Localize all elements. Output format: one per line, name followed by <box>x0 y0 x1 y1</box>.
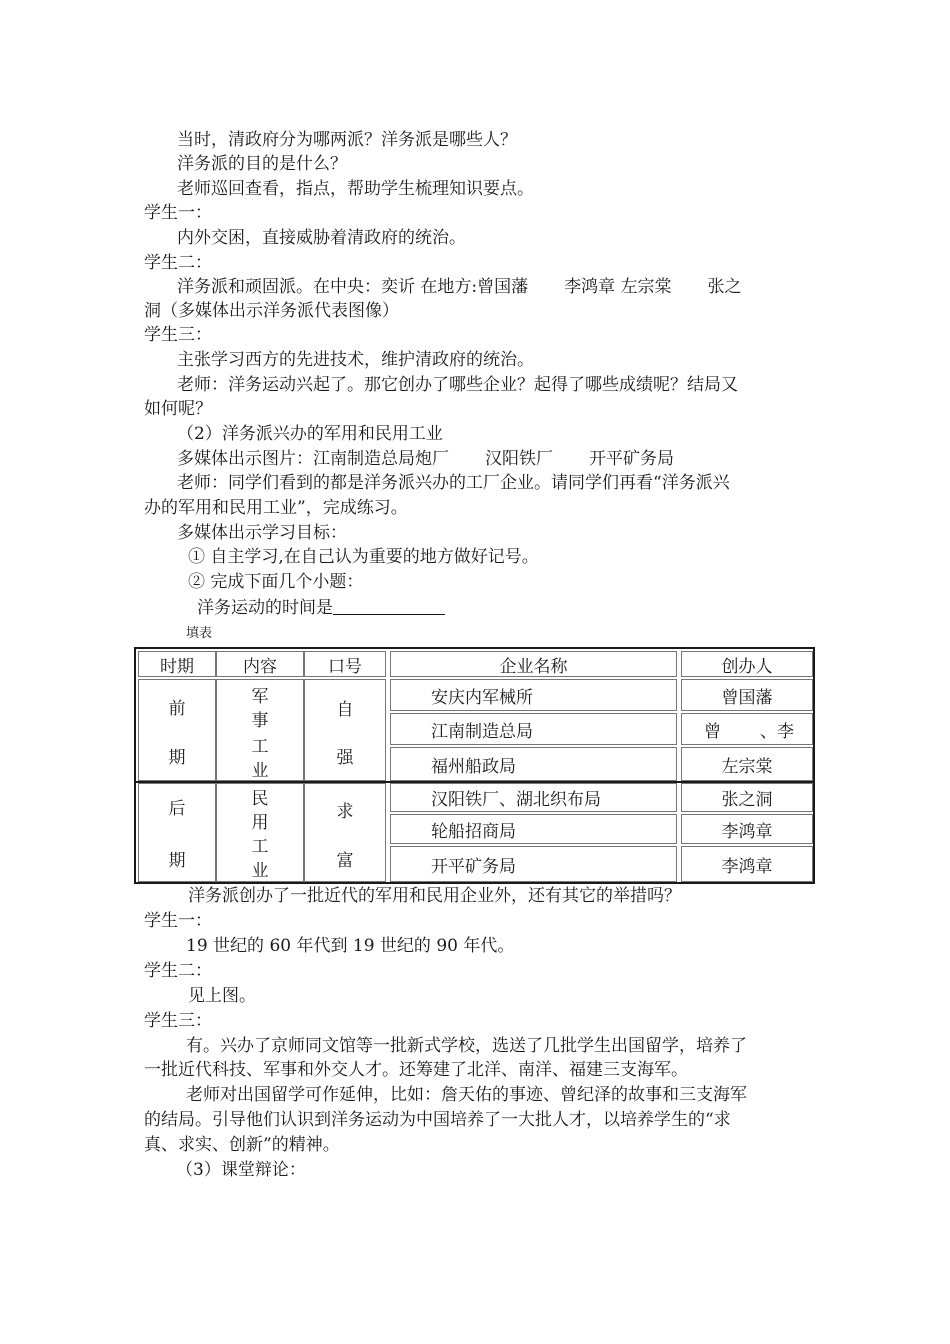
fill-question <box>197 596 445 620</box>
founder-cell: 张之洞 <box>681 783 813 812</box>
media-line: 多媒体出示学习目标： <box>177 523 347 543</box>
table-header: 企业名称 <box>390 651 677 677</box>
student-label: 学生一： <box>144 911 212 931</box>
table-caption: 填表 <box>186 626 213 641</box>
student-label: 学生一： <box>144 203 212 223</box>
founder-cell <box>681 713 813 745</box>
student-label: 学生三： <box>144 325 212 345</box>
enterprise-name: 江南制造总局 <box>390 713 677 745</box>
founder-cell: 李鸿章 <box>681 814 813 844</box>
table-header: 创办人 <box>681 651 813 677</box>
question-line: 当时，清政府分为哪两派？洋务派是哪些人？ <box>177 130 517 150</box>
student-answer: 19 世纪的 60 年代到 19 世纪的 90 年代。 <box>186 936 515 956</box>
period-cell-late: 后 期 <box>138 783 216 882</box>
student-answer <box>177 275 742 299</box>
section-heading: （2）洋务派兴办的军用和民用工业 <box>177 424 443 444</box>
question-line: 洋务派的目的是什么？ <box>177 154 347 174</box>
founder-cell: 李鸿章 <box>681 846 813 882</box>
enterprise-name: 安庆内军械所 <box>390 679 677 711</box>
objective-item: ① 自主学习,在自己认为重要的地方做好记号。 <box>188 547 539 567</box>
student-label: 学生二： <box>144 253 212 273</box>
question-line: 洋务派创办了一批近代的军用和民用企业外，还有其它的举措吗？ <box>188 886 681 906</box>
table-header: 口号 <box>304 651 386 677</box>
enterprise-name: 汉阳铁厂、湖北织布局 <box>390 783 677 812</box>
answer-part: 李鸿章 左宗棠 <box>564 277 672 297</box>
enterprise-table <box>134 647 815 884</box>
answer-part: 洋务派和顽固派。在中央：奕䜣 在地方:曾国藩 <box>177 277 529 297</box>
teacher-line: 老师巡回查看，指点，帮助学生梳理知识要点。 <box>177 179 534 199</box>
answer-part: 张之 <box>707 277 742 297</box>
founder-part: 曾 <box>704 721 721 742</box>
student-answer: 见上图。 <box>188 986 256 1006</box>
teacher-line: 老师对出国留学可作延伸，比如：詹天佑的事迹、曾纪泽的故事和三支海军 <box>186 1085 747 1105</box>
answer-blank <box>333 598 445 615</box>
founder-part: 、李 <box>760 721 794 742</box>
slogan-cell-late: 求 富 <box>304 783 386 882</box>
media-part: 多媒体出示图片：江南制造总局炮厂 <box>177 449 449 469</box>
student-label: 学生二： <box>144 961 212 981</box>
enterprise-name: 福州船政局 <box>390 747 677 781</box>
teacher-line: 真、求实、创新”的精神。 <box>144 1135 340 1155</box>
teacher-line: 如何呢？ <box>144 399 212 419</box>
table-header: 时期 <box>138 651 216 677</box>
enterprise-name: 开平矿务局 <box>390 846 677 882</box>
student-answer: 一批近代科技、军事和外交人才。还筹建了北洋、南洋、福建三支海军。 <box>144 1060 688 1080</box>
student-label: 学生三： <box>144 1011 212 1031</box>
objective-item: ② 完成下面几个小题： <box>188 572 364 592</box>
student-answer: 洞（多媒体出示洋务派代表图像） <box>144 301 399 321</box>
founder-cell: 曾国藩 <box>681 679 813 711</box>
student-answer: 主张学习西方的先进技术，维护清政府的统治。 <box>177 350 534 370</box>
content-cell-early: 军 事 工 业 <box>216 679 304 781</box>
student-answer: 有。兴办了京师同文馆等一批新式学校，选送了几批学生出国留学，培养了 <box>186 1036 747 1056</box>
enterprise-name: 轮船招商局 <box>390 814 677 844</box>
table-header: 内容 <box>216 651 304 677</box>
media-line <box>177 447 674 471</box>
fill-question-text: 洋务运动的时间是 <box>197 598 333 618</box>
teacher-line: 的结局。引导他们认识到洋务运动为中国培养了一大批人才，以培养学生的“求 <box>144 1110 731 1130</box>
section-heading: （3）课堂辩论： <box>176 1160 306 1180</box>
founder-cell: 左宗棠 <box>681 747 813 781</box>
content-cell-late: 民 用 工 业 <box>216 783 304 882</box>
student-answer: 内外交困，直接威胁着清政府的统治。 <box>177 228 466 248</box>
media-part: 开平矿务局 <box>589 449 674 469</box>
teacher-line: 老师：洋务运动兴起了。那它创办了哪些企业？起得了哪些成绩呢？结局又 <box>177 375 738 395</box>
slogan-cell-early: 自 强 <box>304 679 386 781</box>
media-part: 汉阳铁厂 <box>485 449 553 469</box>
teacher-line: 老师：同学们看到的都是洋务派兴办的工厂企业。请同学们再看“洋务派兴 <box>177 473 730 493</box>
period-cell-early: 前 期 <box>138 679 216 781</box>
teacher-line: 办的军用和民用工业”，完成练习。 <box>144 498 408 518</box>
